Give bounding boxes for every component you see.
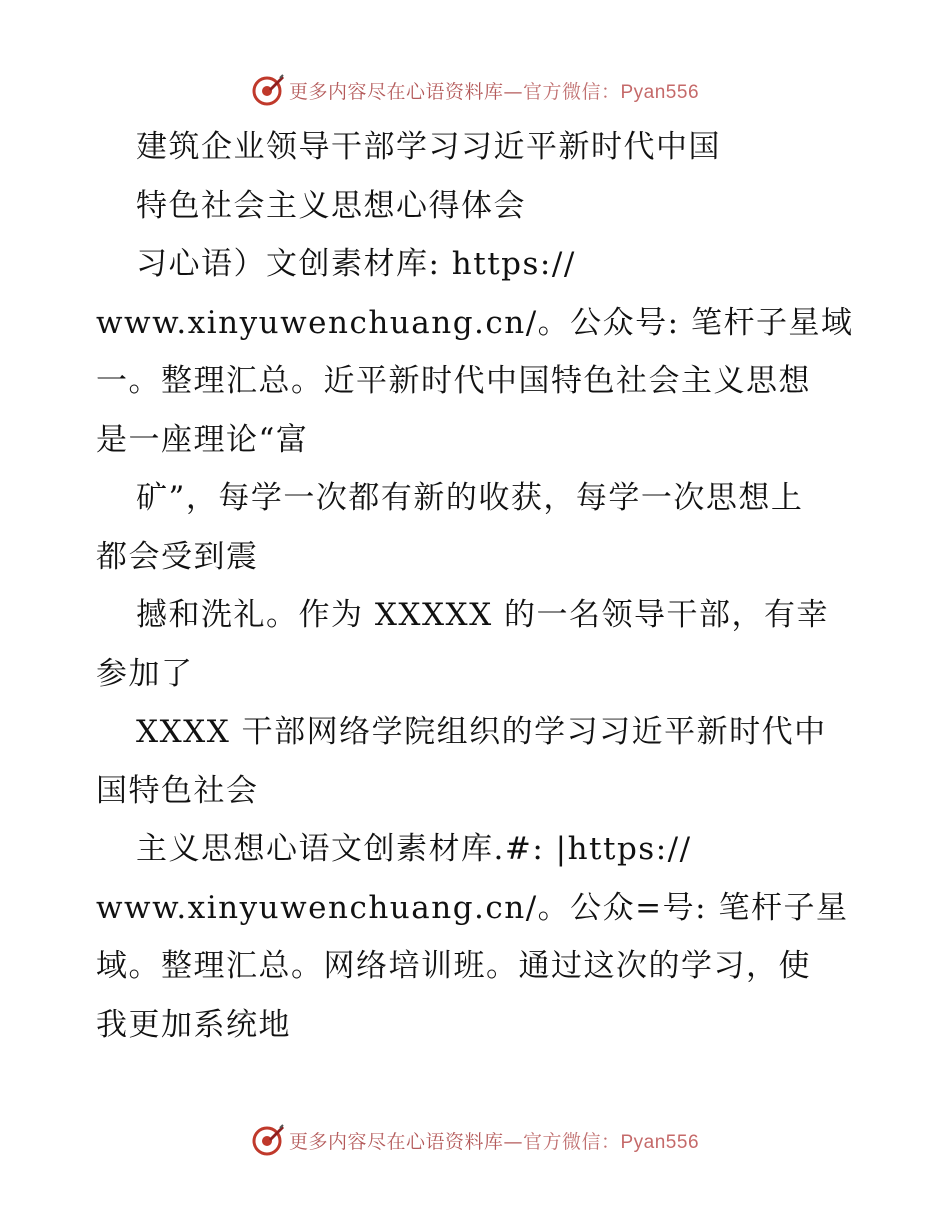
paragraph-line: XXXX 干部网络学院组织的学习习近平新时代中 xyxy=(136,714,827,750)
paragraph-line: 域。整理汇总。网络培训班。通过这次的学习，使 xyxy=(96,948,811,984)
paragraph-line: 都会受到震 xyxy=(96,538,259,575)
paragraph-line: 我更加系统地 xyxy=(96,1006,291,1043)
footer-watermark-banner xyxy=(0,1120,950,1160)
pen-logo-icon xyxy=(251,1123,285,1157)
paragraph-line: 参加了 xyxy=(96,655,194,692)
title-line-2: 特色社会主义思想心得体会 xyxy=(136,187,526,224)
paragraph-line: 是一座理论“富 xyxy=(96,421,309,458)
paragraph-line: www.xinyuwenchuang.cn/。公众=号: 笔杆子星 xyxy=(96,889,849,926)
paragraph-line: 撼和洗礼。作为 XXXXX 的一名领导干部，有幸 xyxy=(136,597,830,633)
paragraph-line: 习心语）文创素材库: https:// xyxy=(136,246,576,282)
paragraph-line: 国特色社会 xyxy=(96,772,259,809)
banner-text: 更多内容尽在心语资料库—官方微信：Pyan556 xyxy=(288,1130,700,1153)
paragraph-line: 一。整理汇总。近平新时代中国特色社会主义思想 xyxy=(96,363,811,399)
paragraph-line: www.xinyuwenchuang.cn/。公众号: 笔杆子星域 xyxy=(96,304,854,341)
pen-logo-icon xyxy=(251,73,285,107)
banner-text: 更多内容尽在心语资料库—官方微信：Pyan556 xyxy=(288,80,700,103)
paragraph-line: 矿”，每学一次都有新的收获，每学一次思想上 xyxy=(136,480,804,516)
document-body xyxy=(96,118,856,1054)
title-line-1: 建筑企业领导干部学习习近平新时代中国 xyxy=(136,129,721,165)
paragraph-line: 主义思想心语文创素材库.#: |https:// xyxy=(136,831,692,867)
header-watermark-banner xyxy=(0,70,950,110)
